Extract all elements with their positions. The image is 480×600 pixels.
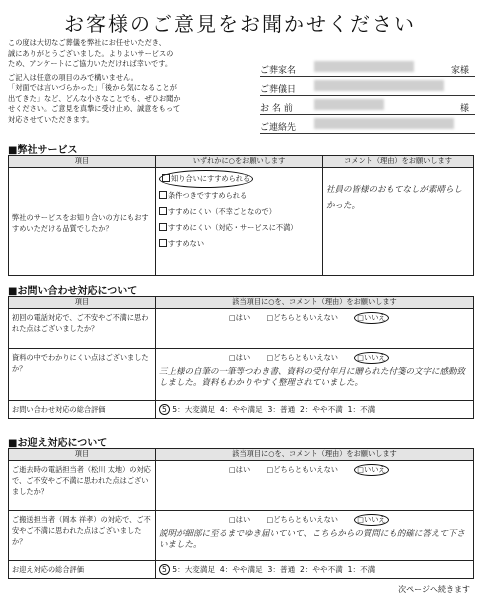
- question-text: 資料の中でわかりにくい点はございましたか？: [9, 349, 156, 401]
- redacted-value: [314, 99, 384, 110]
- yes-option[interactable]: □はい: [229, 313, 251, 322]
- column-header: 該当項目に○を、コメント（理由）をお願いします: [156, 297, 474, 309]
- funeral-date-field[interactable]: ご葬儀日: [260, 79, 475, 96]
- yes-option[interactable]: □はい: [229, 353, 251, 362]
- intro-line: ため、アンケートにご協力いただければ幸いです。: [8, 59, 173, 68]
- rating-option[interactable]: 3：普通: [267, 565, 296, 574]
- rating-option[interactable]: 3：普通: [267, 405, 296, 414]
- intro-line: 出てきた」など、どんな小さなことでも、ぜひお聞か: [8, 93, 181, 103]
- choice-row: [156, 309, 474, 349]
- neutral-option[interactable]: □どちらともいえない: [266, 515, 338, 524]
- rating-label: お迎え対応の総合評価: [9, 561, 156, 579]
- choice-list: [156, 168, 323, 276]
- rating-option[interactable]: 5：大変満足: [172, 405, 216, 414]
- name-field[interactable]: お 名 前 様: [260, 98, 475, 115]
- option-checkbox[interactable]: すすめにくい（不幸ごとなので）: [159, 204, 319, 220]
- question-text: 弊社のサービスをお知り合いの方にもおすすめいただける品質でしたか？: [9, 168, 156, 276]
- rating-scale: [156, 401, 474, 419]
- redacted-value: [314, 118, 454, 129]
- no-option[interactable]: □いいえ: [354, 464, 388, 476]
- no-option[interactable]: □いいえ: [354, 312, 388, 324]
- rating-option[interactable]: 1：不満: [347, 405, 376, 414]
- question-text: 初回の電話対応で、ご不安やご不満に思われた点はございましたか？: [9, 309, 156, 349]
- question-text: ご搬送担当者（岡本 祥孝）の対応で、ご不安やご不満に思われた点はございましたか？: [9, 511, 156, 561]
- column-header: いずれかに○をお願いします: [156, 156, 323, 168]
- option-checkbox[interactable]: すすめにくい（対応・サービスに不満）: [159, 220, 319, 236]
- redacted-value: [314, 61, 414, 72]
- intro-line: 対応させていただきます。: [8, 114, 94, 124]
- rating-option[interactable]: 1：不満: [347, 565, 376, 574]
- column-header: 該当項目に○を、コメント（理由）をお願いします: [156, 449, 474, 461]
- intro-line: せください。ご意見を真摯に受け止め、誠意をもって: [8, 104, 181, 113]
- yes-option[interactable]: □はい: [229, 515, 251, 524]
- comment-field[interactable]: 社員の皆様のおもてなしが素晴らしかった。: [323, 168, 474, 276]
- column-header: 項目: [9, 156, 156, 168]
- no-option[interactable]: □いいえ: [354, 352, 388, 364]
- neutral-option[interactable]: □どちらともいえない: [266, 353, 338, 362]
- yes-option[interactable]: □はい: [229, 465, 251, 474]
- section-heading-service: ■弊社サービス: [8, 145, 78, 156]
- intro-line: ご記入は任意の項目のみで構いません。: [8, 72, 138, 82]
- choice-row: [156, 349, 474, 401]
- comment-field[interactable]: 説明が細部に至るまでゆき届いていて、こちらからの質問にも的確に答えて下さいました。: [159, 529, 465, 550]
- column-header: 項目: [9, 449, 156, 461]
- redacted-value: [314, 80, 444, 91]
- intro-line: 誠にありがとうございました。よりよいサービスの: [8, 48, 174, 58]
- neutral-option[interactable]: □どちらともいえない: [266, 465, 338, 474]
- no-option[interactable]: □いいえ: [354, 514, 388, 526]
- rating-option[interactable]: 5：大変満足: [172, 565, 216, 574]
- intro-text: [8, 38, 252, 125]
- rating-option[interactable]: 4：やや満足: [219, 565, 263, 574]
- pickup-table: [8, 448, 474, 579]
- rating-scale: [156, 561, 474, 579]
- intro-line: 「対面では言いづらかった」「後から気になることが: [8, 83, 177, 92]
- inquiry-table: [8, 296, 474, 419]
- option-checkbox[interactable]: すすめない: [159, 236, 319, 252]
- rating-selected[interactable]: 5: [159, 564, 170, 575]
- choice-row: [156, 461, 474, 511]
- rating-selected[interactable]: 5: [159, 404, 170, 415]
- rating-option[interactable]: 4：やや満足: [219, 405, 263, 414]
- intro-line: この度は大切なご葬儀を弊社にお任せいただき、: [8, 38, 166, 47]
- section-heading-inquiry: ■お問い合わせ対応について: [8, 286, 138, 297]
- contact-field[interactable]: ご連絡先: [260, 117, 475, 134]
- rating-option[interactable]: 2：やや不満: [300, 565, 343, 574]
- column-header: コメント（理由）をお願いします: [323, 156, 474, 168]
- page-title: お客様のご意見をお聞かせください: [64, 12, 416, 36]
- column-header: 項目: [9, 297, 156, 309]
- service-table: [8, 155, 474, 276]
- choice-row: [156, 511, 474, 561]
- rating-label: お問い合わせ対応の総合評価: [9, 401, 156, 419]
- option-checkbox[interactable]: 知り合いにすすめられる: [159, 170, 319, 188]
- option-checkbox[interactable]: 条件つきですすめられる: [159, 188, 319, 204]
- next-page-note: 次ページへ続きます: [398, 585, 470, 594]
- rating-option[interactable]: 2：やや不満: [300, 405, 343, 414]
- question-text: ご逝去時の電話担当者（松川 太地）の対応で、ご不安やご不満に思われた点はございましたか？: [9, 461, 156, 511]
- neutral-option[interactable]: □どちらともいえない: [266, 313, 338, 322]
- section-heading-pickup: ■お迎え対応について: [8, 438, 108, 449]
- family-name-field[interactable]: ご葬家名 家様: [260, 60, 475, 77]
- comment-field[interactable]: 三上様の自筆の一筆等つわき書、資料の受付年月に贈られた付箋の文字に感動致しました。資料もわかりやすく整理されていました。: [159, 367, 466, 388]
